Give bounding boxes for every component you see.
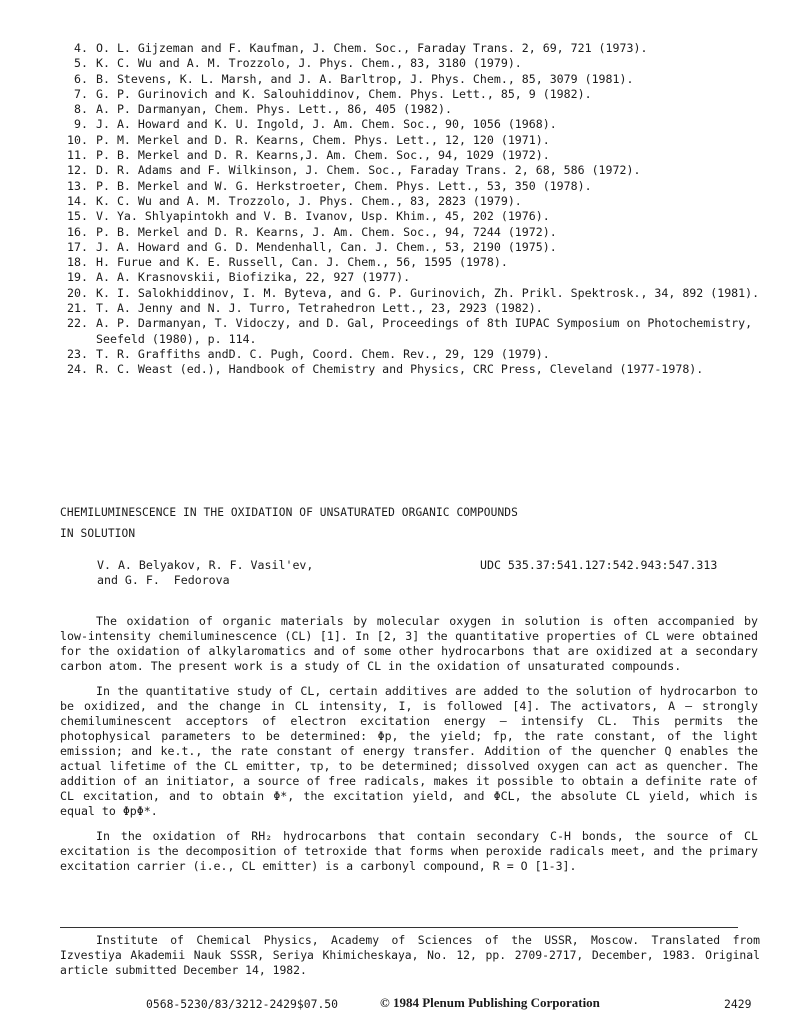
reference-text: J. A. Howard and K. U. Ingold, J. Am. Chem. Soc., 90, 1056 (1968). [96,117,557,132]
reference-number: 18. [67,255,88,270]
reference-number: 5. [74,56,88,71]
reference-number: 15. [67,209,88,224]
reference-number: 16. [67,224,88,239]
reference-text: A. P. Darmanyan, Chem. Phys. Lett., 86, 405 (1982). [96,102,452,117]
reference-text: G. P. Gurinovich and K. Salouhiddinov, Chem. Phys. Lett., 85, 9 (1982). [96,86,592,101]
reference-number: 7. [74,86,88,101]
reference-item [58,362,778,377]
reference-text: T. R. Graffiths andD. C. Pugh, Coord. Chem. Rev., 29, 129 (1979). [96,346,550,361]
reference-text: P. M. Merkel and D. R. Kearns, Chem. Phys. Lett., 12, 120 (1971). [96,132,550,147]
authors-line-2: and G. F. Fedorova [97,573,230,587]
paragraph-3: In the oxidation of RH₂ hydrocarbons that contain secondary C-H bonds, the source of CL excitation is the decomposition of tetroxide that forms when peroxide radicals meet, and the primary excitation carrier (i.e., CL emitter) is a carbonyl compound, R = O [1-3]. [60,829,759,873]
reference-text: P. B. Merkel and D. R. Kearns,J. Am. Chem. Soc., 94, 1029 (1972). [96,148,550,163]
title-line-2: IN SOLUTION [60,527,136,540]
reference-number: 13. [67,178,88,193]
reference-item [58,72,778,87]
reference-list [58,41,778,378]
reference-text: P. B. Merkel and D. R. Kearns, J. Am. Chem. Soc., 94, 7244 (1972). [96,224,557,239]
reference-number: 8. [74,102,88,117]
article-code: 0568-5230/83/3212-2429$07.50 [146,997,339,1011]
reference-item [58,209,778,224]
reference-item [58,102,778,117]
reference-item [58,56,778,71]
reference-number: 24. [67,362,88,377]
authors-line-1: V. A. Belyakov, R. F. Vasil'ev, [97,558,314,572]
reference-item [58,225,778,240]
footnote-divider [60,927,738,928]
reference-text: B. Stevens, K. L. Marsh, and J. A. Barltrop, J. Phys. Chem., 85, 3079 (1981). [96,71,634,86]
reference-text: O. L. Gijzeman and F. Kaufman, J. Chem. Soc., Faraday Trans. 2, 69, 721 (1973). [96,41,648,55]
reference-number: 17. [67,239,88,254]
reference-text: P. B. Merkel and W. G. Herkstroeter, Chem. Phys. Lett., 53, 350 (1978). [96,178,592,193]
reference-text: K. I. Salokhiddinov, I. M. Byteva, and G. P. Gurinovich, Zh. Prikl. Spektrosk., 34, 892 (1981). [96,285,760,300]
reference-text: H. Furue and K. E. Russell, Can. J. Chem., 56, 1595 (1978). [96,255,508,270]
reference-number: 11. [67,148,88,163]
reference-item [58,87,778,102]
reference-number: 12. [67,163,88,178]
reference-number: 22. [67,316,88,331]
reference-text: R. C. Weast (ed.), Handbook of Chemistry and Physics, CRC Press, Cleveland (1977-1978). [96,362,704,377]
reference-item [58,163,778,178]
reference-item [58,347,778,362]
reference-text: A. A. Krasnovskii, Biofizika, 22, 927 (1977). [96,270,411,285]
reference-item [58,286,778,301]
reference-item [58,41,778,56]
reference-item [58,270,778,285]
reference-item [58,133,778,148]
reference-number: 10. [67,132,88,147]
reference-text: A. P. Darmanyan, T. Vidoczy, and D. Gal, Proceedings of 8th IUPAC Symposium on Photochemistry, Seefeld (1980), p. 114. [96,316,753,346]
footnote: Institute of Chemical Physics, Academy of Sciences of the USSR, Moscow. Translated from Izvestiya Akademii Nauk SSSR, Seriya Khimicheskaya, No. 12, pp. 2709-2717, December, 1983. Original article submitted December 14, 1982. [60,933,760,977]
reference-item [58,117,778,132]
reference-item [58,240,778,255]
reference-item [58,148,778,163]
reference-number: 19. [67,270,88,285]
copyright: © 1984 Plenum Publishing Corporation [380,995,600,1010]
reference-text: V. Ya. Shlyapintokh and V. B. Ivanov, Usp. Khim., 45, 202 (1976). [96,209,550,224]
reference-number: 14. [67,193,88,208]
reference-item [58,179,778,194]
paragraph-1: The oxidation of organic materials by molecular oxygen in solution is often accompanied by low-intensity chemiluminescence (CL) [1]. In [2, 3] the quantitative properties of CL were obtained for the oxidation of alkylaromatics and of some other hydrocarbons that are oxidized at a secondary carbon atom. The present work is a study of CL in the oxidation of unsaturated compounds. [60,614,758,673]
reference-item [58,301,778,316]
paragraph-2: In the quantitative study of CL, certain additives are added to the solution of hydrocarbon to be oxidized, and the change in CL intensity, I, is followed [4]. The activators, A — strongly chemiluminescent acceptors of electron excitation energy — intensify CL. This permits the photophysical parameters to be determined: Φp, the yield; fp, the rate constant, of the light emission; and ke.t., the rate constant of energy transfer. Addition of the quencher Q enables the actual lifetime of the CL emitter, τp, to be determined; dissolved oxygen can act as quencher. The addition of an initiator, a source of free radicals, makes it possible to obtain a definite rate of CL excitation, and to obtain Φ*, the excitation yield, and ΦCL, the absolute CL yield, which is equal to ΦpΦ*. [60,684,758,818]
authors [97,558,427,588]
reference-text: K. C. Wu and A. M. Trozzolo, J. Phys. Chem., 83, 3180 (1979). [96,56,522,71]
udc-code: UDC 535.37:541.127:542.943:547.313 [480,558,718,572]
reference-text: D. R. Adams and F. Wilkinson, J. Chem. Soc., Faraday Trans. 2, 68, 586 (1972). [96,163,641,178]
article-body [60,614,758,884]
reference-item [58,194,778,209]
reference-item [58,316,778,347]
reference-number: 9. [74,117,88,132]
reference-text: T. A. Jenny and N. J. Turro, Tetrahedron Lett., 23, 2923 (1982). [96,301,543,316]
reference-number: 23. [67,346,88,361]
reference-number: 21. [67,301,88,316]
reference-number: 20. [67,285,88,300]
reference-number: 4. [74,41,88,55]
reference-item [58,255,778,270]
reference-text: K. C. Wu and A. M. Trozzolo, J. Phys. Chem., 83, 2823 (1979). [96,193,522,208]
reference-number: 6. [74,71,88,86]
title-line-1: CHEMILUMINESCENCE IN THE OXIDATION OF UNSATURATED ORGANIC COMPOUNDS [60,506,518,519]
page-number: 2429 [724,997,752,1011]
reference-text: J. A. Howard and G. D. Mendenhall, Can. J. Chem., 53, 2190 (1975). [96,239,557,254]
article-title [60,502,680,544]
